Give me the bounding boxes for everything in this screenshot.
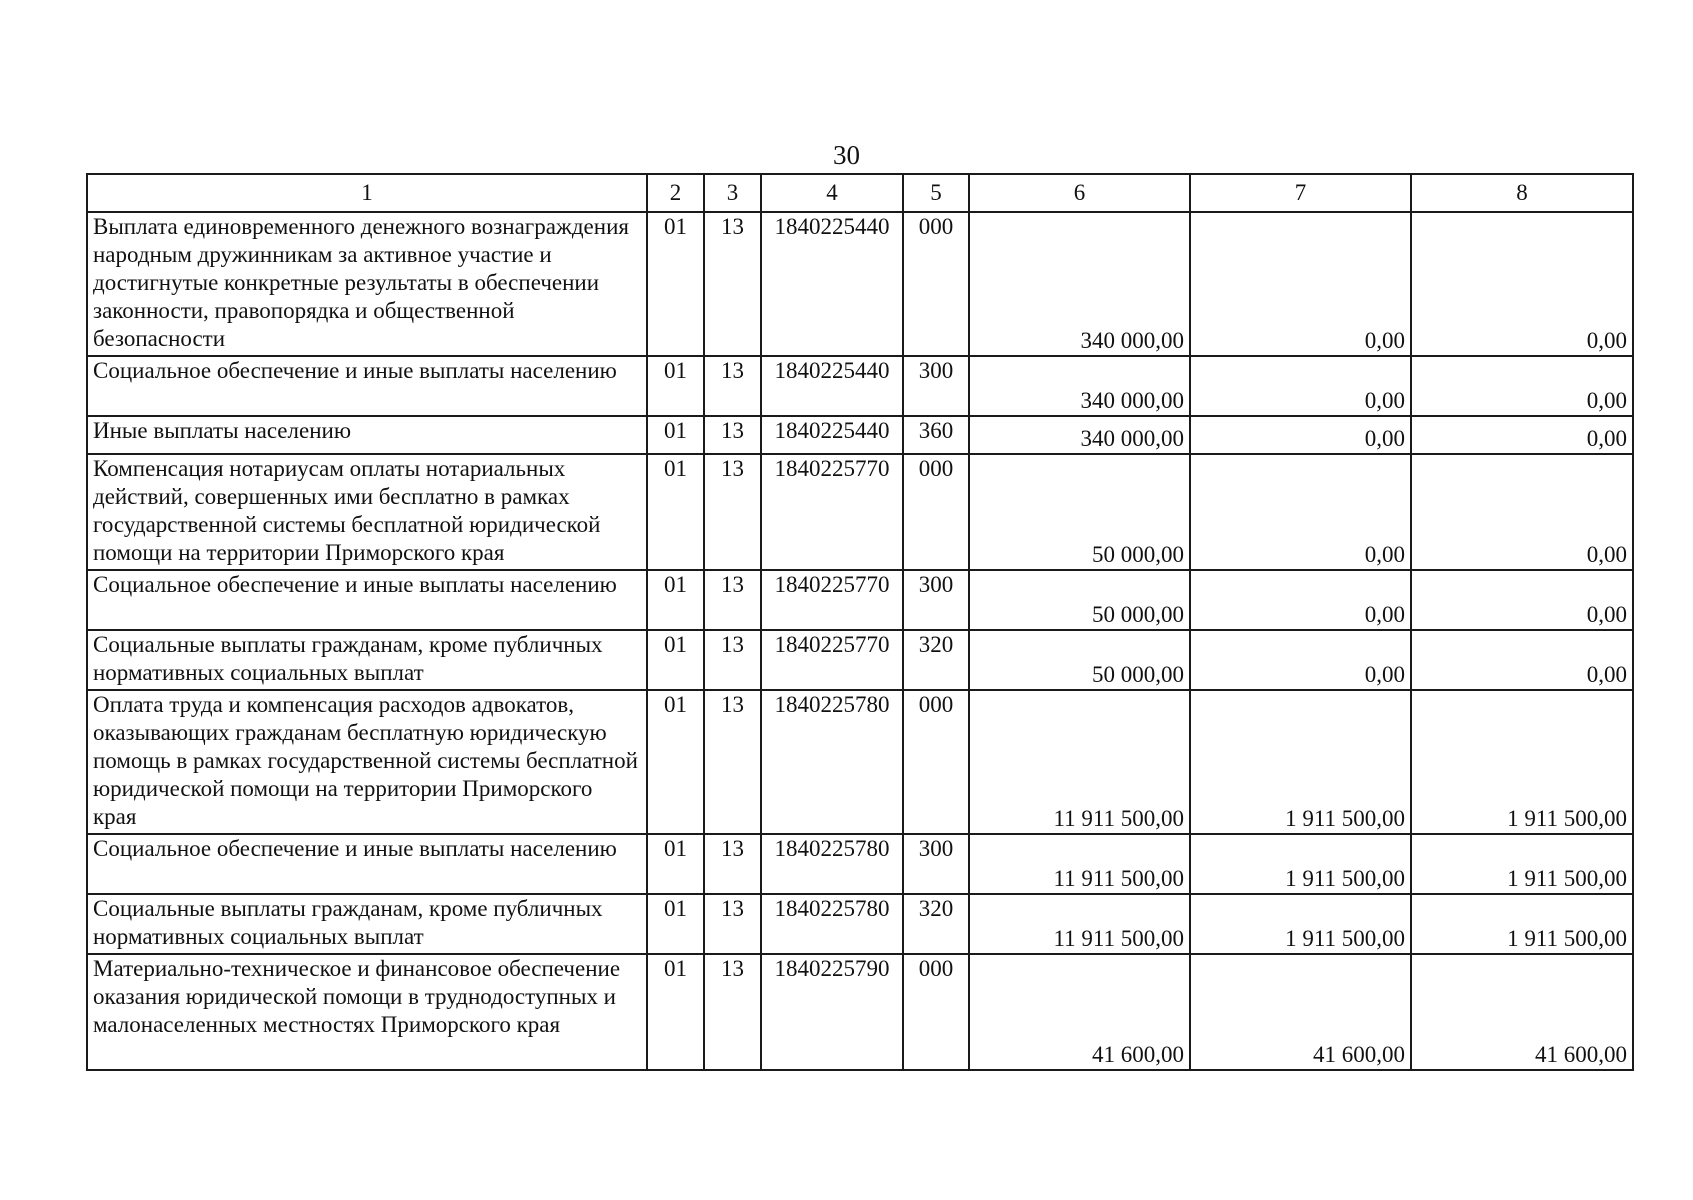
subsection-code-cell: 13 [704, 630, 761, 690]
amount-col8-cell: 0,00 [1411, 570, 1633, 630]
expense-type-cell: 300 [903, 356, 969, 416]
subsection-code-cell: 13 [704, 834, 761, 894]
expense-name-cell: Выплата единовременного денежного вознаграждения народным дружинникам за активное участие и достигнутые конкретные результаты в обеспечении законности, правопорядка и общественной безопасности [87, 212, 647, 356]
section-code-cell: 01 [647, 954, 704, 1070]
amount-col6-cell: 11 911 500,00 [969, 834, 1190, 894]
expense-name-cell: Компенсация нотариусам оплаты нотариальных действий, совершенных ими бесплатно в рамках государственной системы бесплатной юридической помощи на территории Приморского края [87, 454, 647, 570]
table-row [87, 954, 1633, 1070]
subsection-code-cell: 13 [704, 416, 761, 454]
subsection-code-cell: 13 [704, 570, 761, 630]
target-article-cell: 1840225780 [761, 894, 903, 954]
target-article-cell: 1840225770 [761, 454, 903, 570]
section-code-cell: 01 [647, 690, 704, 834]
table-row [87, 630, 1633, 690]
header-row [87, 174, 1633, 212]
section-code-cell: 01 [647, 212, 704, 356]
subsection-code-cell: 13 [704, 690, 761, 834]
target-article-cell: 1840225780 [761, 834, 903, 894]
amount-col8-cell: 1 911 500,00 [1411, 690, 1633, 834]
section-code-cell: 01 [647, 416, 704, 454]
expense-name-cell: Социальное обеспечение и иные выплаты населению [87, 834, 647, 894]
amount-col8-cell: 0,00 [1411, 630, 1633, 690]
section-code-cell: 01 [647, 454, 704, 570]
column-header-6: 6 [969, 174, 1190, 212]
amount-col7-cell: 41 600,00 [1190, 954, 1411, 1070]
amount-col7-cell: 0,00 [1190, 212, 1411, 356]
amount-col8-cell: 1 911 500,00 [1411, 894, 1633, 954]
amount-col8-cell: 0,00 [1411, 212, 1633, 356]
section-code-cell: 01 [647, 630, 704, 690]
column-header-2: 2 [647, 174, 704, 212]
expense-type-cell: 000 [903, 690, 969, 834]
column-header-7: 7 [1190, 174, 1411, 212]
amount-col7-cell: 0,00 [1190, 454, 1411, 570]
subsection-code-cell: 13 [704, 954, 761, 1070]
subsection-code-cell: 13 [704, 454, 761, 570]
expense-type-cell: 000 [903, 454, 969, 570]
expense-type-cell: 320 [903, 894, 969, 954]
amount-col7-cell: 0,00 [1190, 570, 1411, 630]
amount-col6-cell: 11 911 500,00 [969, 690, 1190, 834]
amount-col8-cell: 41 600,00 [1411, 954, 1633, 1070]
amount-col7-cell: 1 911 500,00 [1190, 894, 1411, 954]
expense-type-cell: 300 [903, 834, 969, 894]
amount-col8-cell: 1 911 500,00 [1411, 834, 1633, 894]
column-header-5: 5 [903, 174, 969, 212]
budget-table [86, 173, 1634, 1071]
expense-name-cell: Иные выплаты населению [87, 416, 647, 454]
expense-type-cell: 360 [903, 416, 969, 454]
amount-col7-cell: 0,00 [1190, 416, 1411, 454]
expense-type-cell: 000 [903, 212, 969, 356]
table-row [87, 212, 1633, 356]
table-row [87, 834, 1633, 894]
subsection-code-cell: 13 [704, 212, 761, 356]
amount-col7-cell: 1 911 500,00 [1190, 690, 1411, 834]
amount-col8-cell: 0,00 [1411, 416, 1633, 454]
target-article-cell: 1840225770 [761, 630, 903, 690]
expense-type-cell: 000 [903, 954, 969, 1070]
target-article-cell: 1840225440 [761, 356, 903, 416]
column-header-3: 3 [704, 174, 761, 212]
expense-name-cell: Социальное обеспечение и иные выплаты населению [87, 356, 647, 416]
amount-col6-cell: 11 911 500,00 [969, 894, 1190, 954]
amount-col6-cell: 41 600,00 [969, 954, 1190, 1070]
table-row [87, 690, 1633, 834]
expense-name-cell: Социальные выплаты гражданам, кроме публичных нормативных социальных выплат [87, 630, 647, 690]
page-number: 30 [833, 140, 860, 170]
amount-col6-cell: 340 000,00 [969, 356, 1190, 416]
expense-name-cell: Оплата труда и компенсация расходов адвокатов, оказывающих гражданам бесплатную юридическую помощь в рамках государственной системы бесплатной юридической помощи на территории Приморского края [87, 690, 647, 834]
amount-col6-cell: 50 000,00 [969, 454, 1190, 570]
column-header-8: 8 [1411, 174, 1633, 212]
amount-col7-cell: 0,00 [1190, 356, 1411, 416]
table-row [87, 570, 1633, 630]
subsection-code-cell: 13 [704, 894, 761, 954]
target-article-cell: 1840225440 [761, 416, 903, 454]
section-code-cell: 01 [647, 570, 704, 630]
expense-name-cell: Социальные выплаты гражданам, кроме публичных нормативных социальных выплат [87, 894, 647, 954]
amount-col8-cell: 0,00 [1411, 356, 1633, 416]
table-row [87, 894, 1633, 954]
expense-type-cell: 320 [903, 630, 969, 690]
table-row [87, 454, 1633, 570]
expense-name-cell: Материально-техническое и финансовое обеспечение оказания юридической помощи в труднодоступных и малонаселенных местностях Приморского края [87, 954, 647, 1070]
amount-col7-cell: 1 911 500,00 [1190, 834, 1411, 894]
amount-col8-cell: 0,00 [1411, 454, 1633, 570]
target-article-cell: 1840225770 [761, 570, 903, 630]
column-header-1: 1 [87, 174, 647, 212]
amount-col6-cell: 340 000,00 [969, 416, 1190, 454]
column-header-4: 4 [761, 174, 903, 212]
amount-col6-cell: 50 000,00 [969, 630, 1190, 690]
section-code-cell: 01 [647, 894, 704, 954]
expense-type-cell: 300 [903, 570, 969, 630]
target-article-cell: 1840225440 [761, 212, 903, 356]
subsection-code-cell: 13 [704, 356, 761, 416]
section-code-cell: 01 [647, 356, 704, 416]
amount-col6-cell: 340 000,00 [969, 212, 1190, 356]
amount-col7-cell: 0,00 [1190, 630, 1411, 690]
target-article-cell: 1840225790 [761, 954, 903, 1070]
table-row [87, 356, 1633, 416]
section-code-cell: 01 [647, 834, 704, 894]
expense-name-cell: Социальное обеспечение и иные выплаты населению [87, 570, 647, 630]
target-article-cell: 1840225780 [761, 690, 903, 834]
table-row [87, 416, 1633, 454]
amount-col6-cell: 50 000,00 [969, 570, 1190, 630]
